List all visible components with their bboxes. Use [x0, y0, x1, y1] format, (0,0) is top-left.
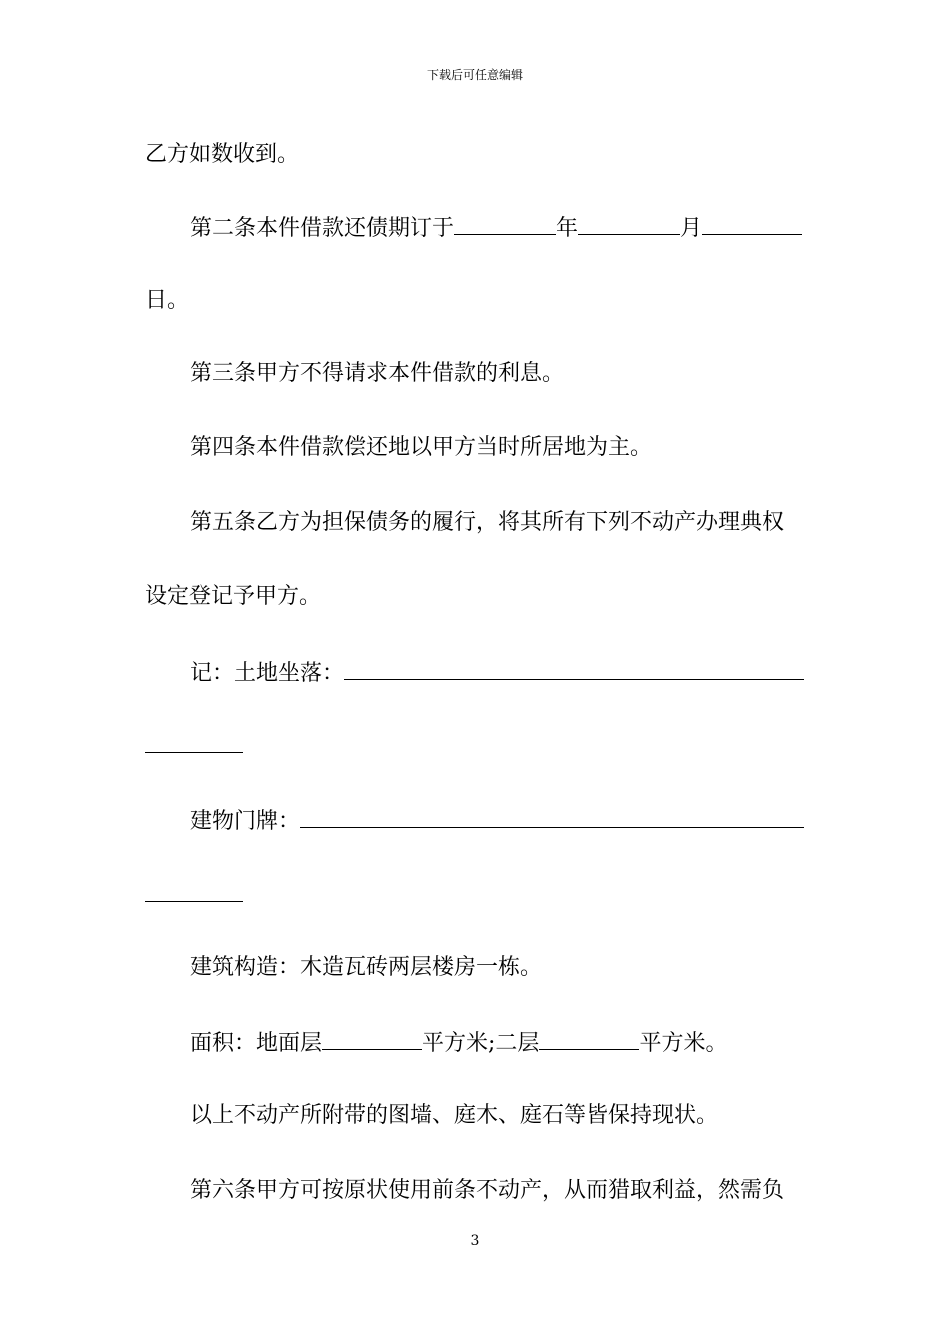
area-unit-end: 平方米。: [639, 1031, 728, 1056]
page-header: 下载后可任意编辑: [426, 68, 523, 82]
year-label: 年: [556, 216, 579, 241]
day-blank: [702, 212, 802, 235]
paragraph-repayment-date: [190, 212, 810, 244]
month-label: 月: [680, 216, 703, 241]
paragraph-line: 以上不动产所附带的图墙、庭木、庭石等皆保持现状。: [190, 1103, 719, 1128]
land-location-blank-continued: [145, 730, 243, 753]
paragraph-line: 乙方如数收到。: [145, 142, 300, 167]
paragraph-line: 第六条甲方可按原状使用前条不动产，从而猎取利益，然需负: [190, 1178, 785, 1203]
building-number-line: [190, 805, 810, 837]
land-location-label: 记：土地坐落：: [190, 661, 345, 686]
area-second-label: 平方米;二层: [422, 1031, 540, 1056]
repayment-text: 第二条本件借款还债期订于: [190, 216, 455, 241]
paragraph-line: 设定登记予甲方。: [145, 584, 322, 609]
land-location-blank: [344, 657, 804, 680]
building-number-blank: [300, 805, 804, 828]
paragraph-line: 第四条本件借款偿还地以甲方当时所居地为主。: [190, 435, 653, 460]
second-floor-area-blank: [539, 1027, 639, 1050]
paragraph-line: 日。: [145, 288, 190, 313]
area-ground-label: 面积：地面层: [190, 1031, 323, 1056]
area-line: [190, 1027, 810, 1059]
land-location-line: [190, 657, 810, 689]
month-blank: [578, 212, 680, 235]
ground-area-blank: [322, 1027, 422, 1050]
land-location-continuation: [145, 730, 810, 762]
building-number-blank-continued: [145, 879, 243, 902]
building-number-label: 建物门牌：: [190, 809, 301, 834]
building-number-continuation: [145, 879, 810, 911]
year-blank: [454, 212, 556, 235]
paragraph-line: 建筑构造：木造瓦砖两层楼房一栋。: [190, 955, 543, 980]
paragraph-line: 第五条乙方为担保债务的履行，将其所有下列不动产办理典权: [190, 510, 785, 535]
page-number: 3: [470, 1233, 480, 1249]
paragraph-line: 第三条甲方不得请求本件借款的利息。: [190, 361, 565, 386]
